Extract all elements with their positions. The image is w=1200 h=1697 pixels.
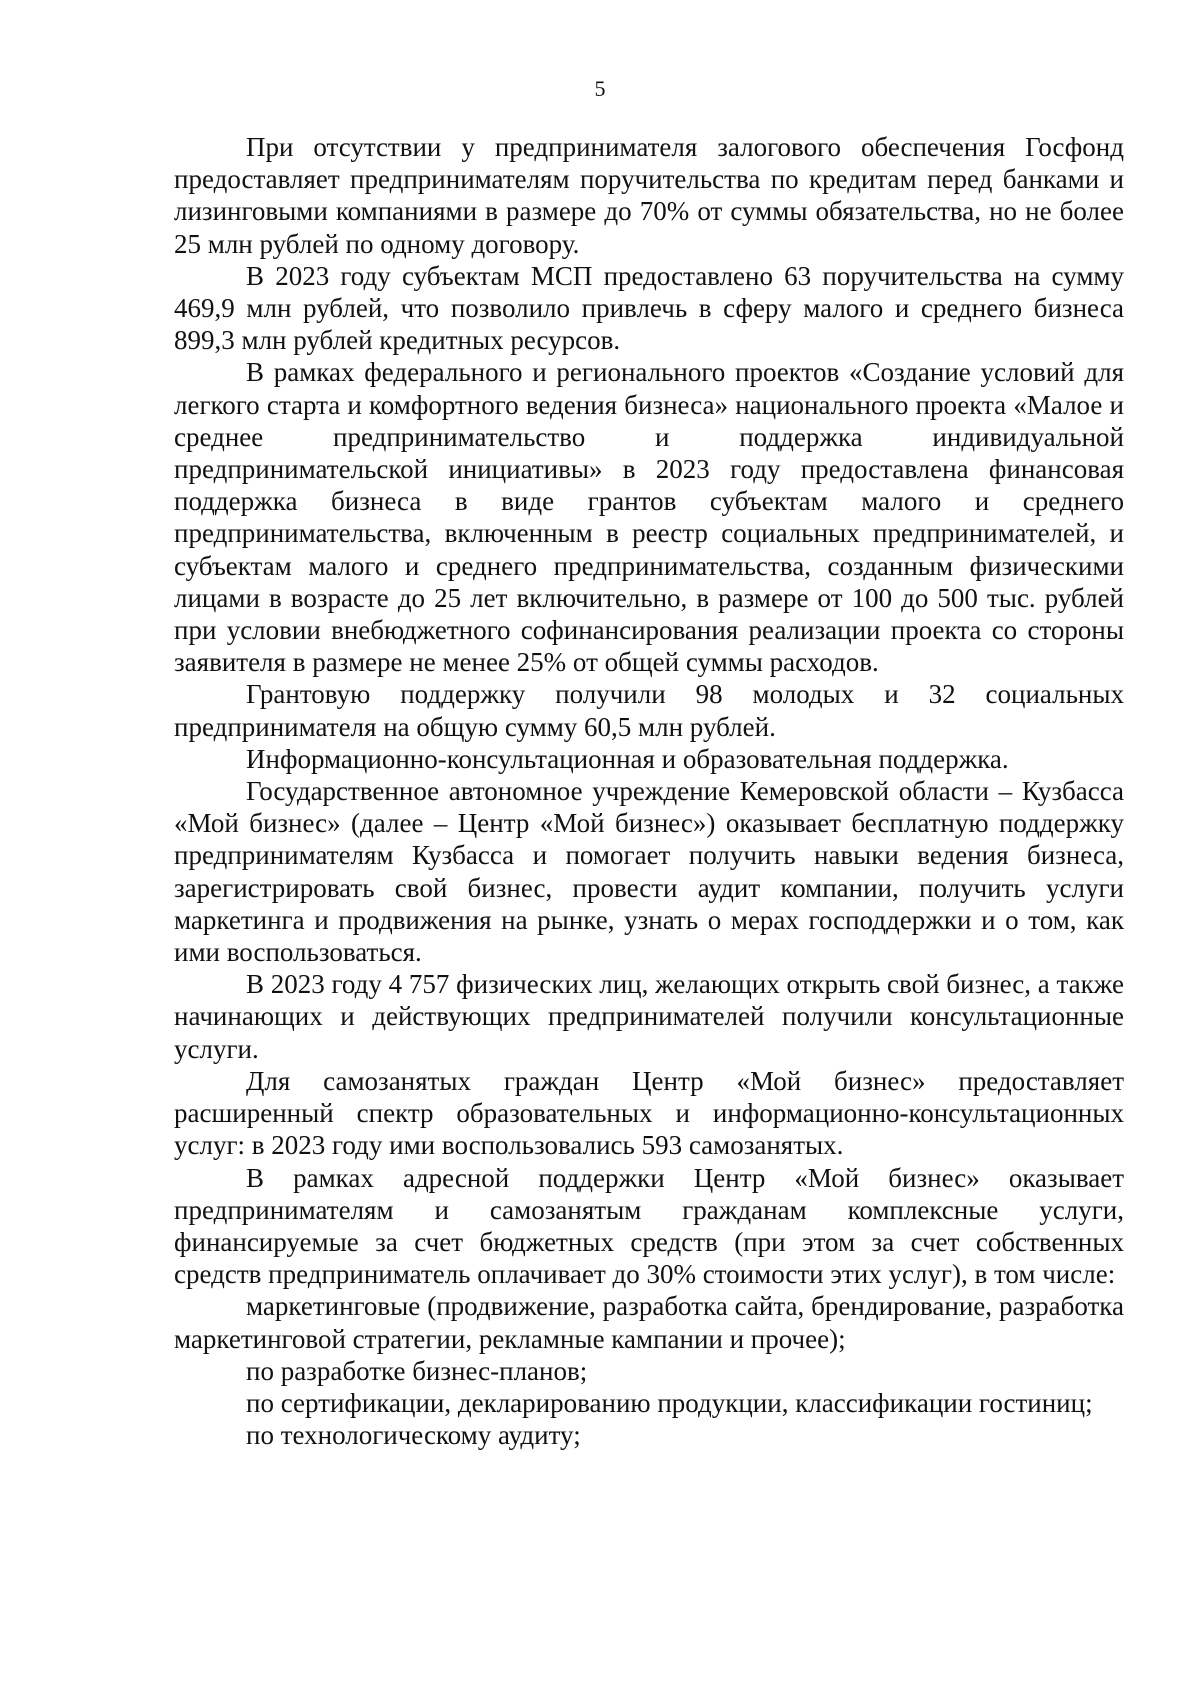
- page-number: 5: [594, 76, 606, 101]
- list-item-business-plans: по разработке бизнес-планов;: [246, 1355, 588, 1386]
- paragraph-consultations-2023: В 2023 году 4 757 физических лиц, желающих открыть свой бизнес, а также начинающих и действующих предпринимателей получили консультационные услуги.: [174, 969, 1124, 1064]
- paragraph-guarantee-terms: При отсутствии у предпринимателя залогового обеспечения Госфонд предоставляет предпринимателям поручительства по кредитам перед банками и лизинговыми компаниями в размере до 70% от суммы обязательства, но не более 25 млн рублей по одному договору.: [174, 132, 1124, 259]
- list-item-marketing: маркетинговые (продвижение, разработка сайта, брендирование, разработка маркетинговой стратегии, рекламные кампании и прочее);: [174, 1291, 1124, 1354]
- list-item-certification: по сертификации, декларированию продукции, классификации гостиниц;: [246, 1387, 1093, 1418]
- paragraph-grant-recipients: Грантовую поддержку получили 98 молодых и 32 социальных предпринимателя на общую сумму 60,5 млн рублей.: [174, 679, 1124, 742]
- paragraph-targeted-support: В рамках адресной поддержки Центр «Мой бизнес» оказывает предпринимателям и самозанятым гражданам комплексные услуги, финансируемые за счет бюджетных средств (при этом за счет собственных средств предприниматель оплачивает до 30% стоимости этих услуг), в том числе:: [174, 1162, 1124, 1290]
- paragraph-guarantees-2023: В 2023 году субъектам МСП предоставлено 63 поручительства на сумму 469,9 млн рублей, что позволило привлечь в сферу малого и среднего бизнеса 899,3 млн рублей кредитных ресурсов.: [174, 260, 1124, 356]
- document-body: [174, 131, 1124, 1451]
- paragraph-my-business-center: Государственное автономное учреждение Кемеровской области – Кузбасса «Мой бизнес» (далее – Центр «Мой бизнес») оказывает бесплатную поддержку предпринимателям Кузбасса и помогает получить навыки ведения бизнеса, зарегистрировать свой бизнес, провести аудит компании, получить услуги маркетинга и продвижения на рынке, узнать о мерах господдержки и о том, как ими воспользоваться.: [174, 776, 1124, 968]
- paragraph-self-employed: Для самозанятых граждан Центр «Мой бизнес» предоставляет расширенный спектр образовательных и информационно-консультационных услуг: в 2023 году ими воспользовались 593 самозанятых.: [174, 1065, 1124, 1161]
- paragraph-info-support-heading: Информационно-консультационная и образовательная поддержка.: [246, 743, 1009, 774]
- list-item-tech-audit: по технологическому аудиту;: [246, 1420, 581, 1451]
- paragraph-grants-program: В рамках федерального и регионального проектов «Создание условий для легкого старта и комфортного ведения бизнеса» национального проекта «Малое и среднее предпринимательство и поддержка индивидуальной предпринимательской инициативы» в 2023 году предоставлена финансовая поддержка бизнеса в виде грантов субъектам малого и среднего предпринимательства, включенным в реестр социальных предпринимателей, и субъектам малого и среднего предпринимательства, созданным физическими лицами в возрасте до 25 лет включительно, в размере от 100 до 500 тыс. рублей при условии внебюджетного софинансирования реализации проекта со стороны заявителя в размере не менее 25% от общей суммы расходов.: [174, 357, 1124, 678]
